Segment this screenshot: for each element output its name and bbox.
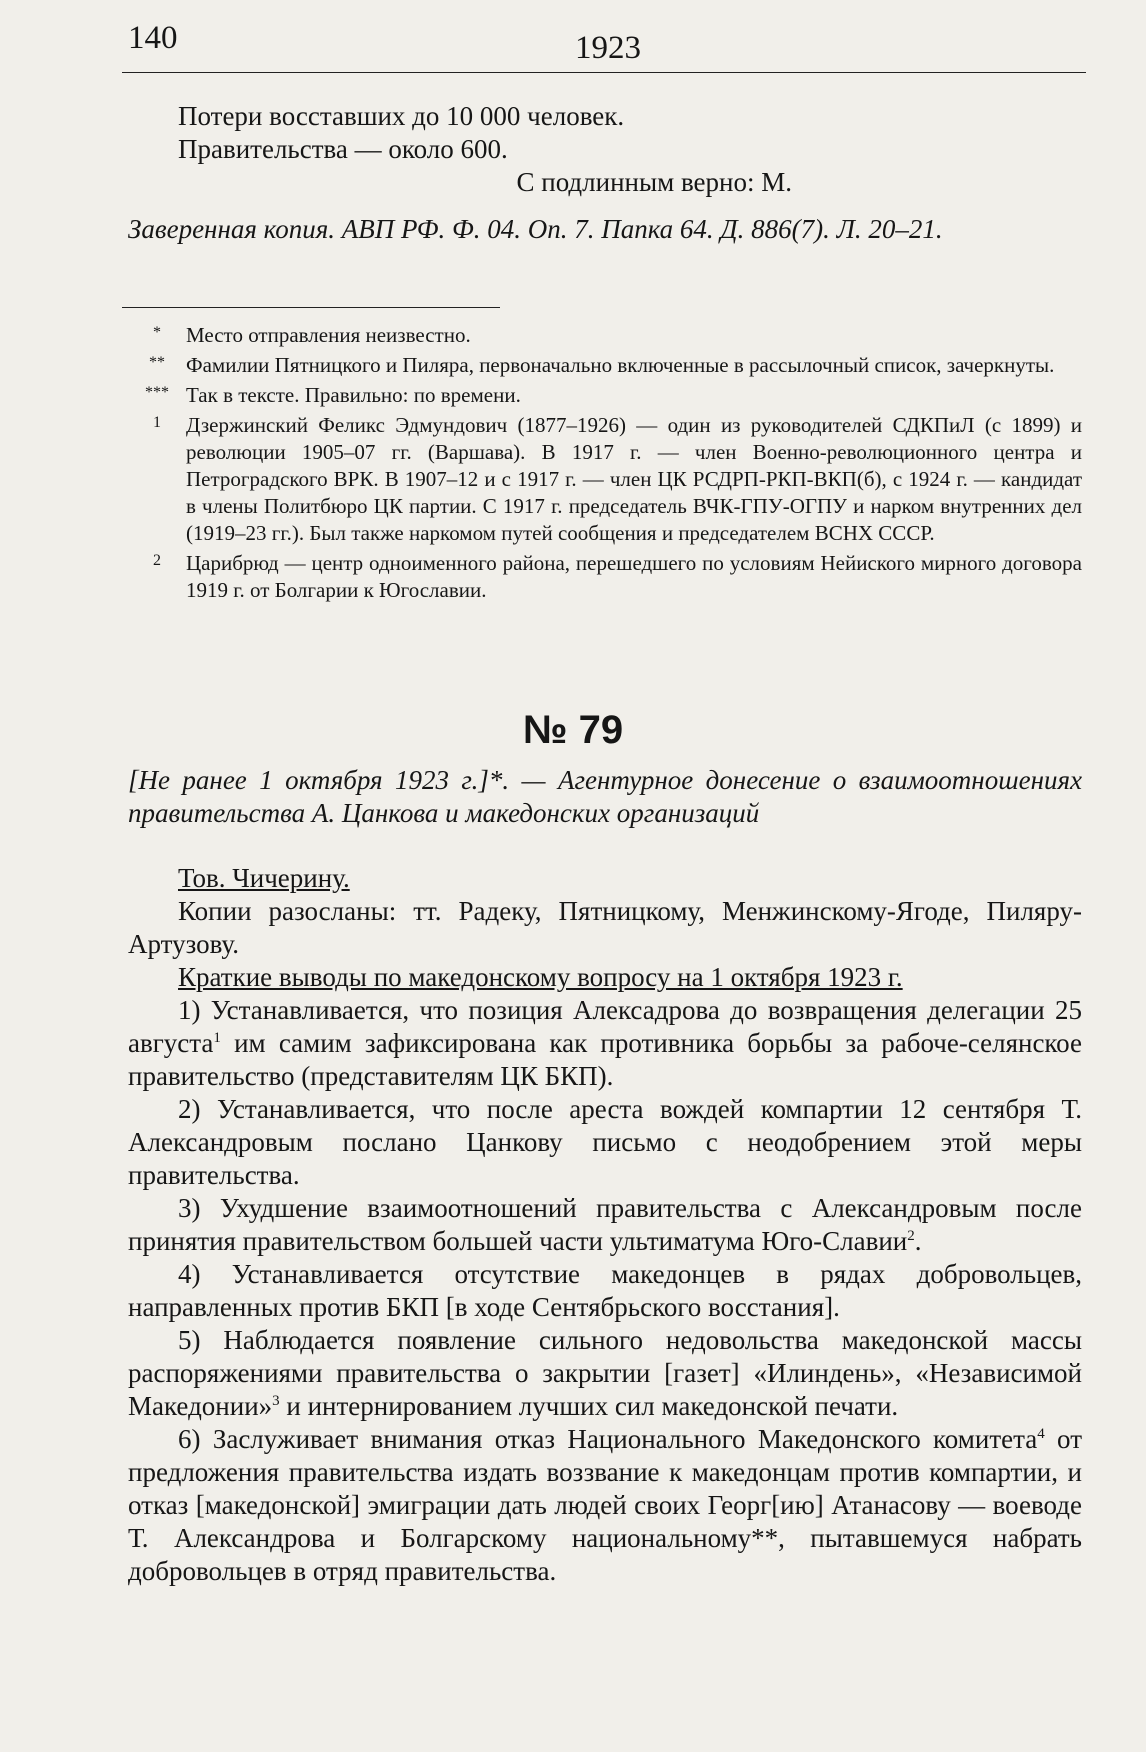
footnote-text: Место отправления неизвестно. <box>186 323 471 347</box>
copies-list: Копии разосланы: тт. Радеку, Пятницкому, Менжинскому-Ягоде, Пиляру-Артузову. <box>128 896 1082 959</box>
footnote <box>128 382 1082 409</box>
summary-point: 2) Устанавливается, что после ареста вождей компартии 12 сентября Т. Александровым послано Цанкову письмо с неодобрением этой меры правительства. <box>128 1094 1082 1190</box>
summary-point: 5) Наблюдается появление сильного недовольства македонской массы распоряжениями правительства о закрытии [газет] «Илиндень», «Независимой Македонии»$^3$ и интернированием лучших сил македонской печати. <box>128 1325 1082 1421</box>
footnote-mark: 2 <box>153 552 161 569</box>
document-number: № 79 <box>522 708 624 752</box>
summary-point: 1) Устанавливается, что позиция Алексадрова до возвращения делегации 25 августа$^1$ им самим зафиксирована как противника борьбы за рабоче-селянское правительство (представителям ЦК БКП). <box>128 995 1082 1091</box>
footnote <box>128 352 1082 379</box>
footnote <box>128 412 1082 547</box>
summary-point: 4) Устанавливается отсутствие македонцев в рядах добровольцев, направленных против БКП [в ходе Сентябрьского восстания]. <box>128 1259 1082 1322</box>
addressee: Тов. Чичерину. <box>178 863 350 893</box>
footnote-text: Так в тексте. Правильно: по времени. <box>186 383 521 407</box>
losses-rebels: Потери восставших до 10 000 человек. <box>178 101 625 131</box>
summary-point: 3) Ухудшение взаимоотношений правительства с Александровым после принятия правительством большей части ультиматума Юго-Славии$^2$. <box>128 1193 1082 1256</box>
footnote-text: Дзержинский Феликс Эдмундович (1877–1926) — один из руководителей СДКПиЛ (с 1899) и революции 1905–07 гг. (Варшава). В 1917 г. — член Военно-революционного центра и Петроградского ВРК. В 1907–12 и с 1917 г. — член ЦК РСДРП-РКП-ВКП(б), с 1924 г. — кандидат в члены Политбюро ЦК партии. С 1917 г. председатель ВЧК-ГПУ-ОГПУ и нарком внутренних дел (1919–23 гг.). Был также наркомом путей сообщения и председателем ВСНХ СССР. <box>186 413 1082 545</box>
document-body <box>128 862 1082 1588</box>
summary-title: Краткие выводы по македонскому вопросу на 1 октября 1923 г. <box>178 962 903 992</box>
top-text <box>128 100 1082 246</box>
footnote <box>128 550 1082 604</box>
document-heading: [Не ранее 1 октября 1923 г.]*. — Агентурное донесение о взаимоотношениях правительства А. Цанкова и македонских организаций <box>128 765 1082 828</box>
page-number: 140 <box>128 20 178 56</box>
footnotes <box>128 322 1082 607</box>
footnote-text: Царибрюд — центр одноименного района, перешедшего по условиям Нейиского мирного договора 1919 г. от Болгарии к Югославии. <box>186 551 1082 602</box>
footnote-mark: 1 <box>153 414 161 431</box>
running-head: 1923 <box>575 30 641 66</box>
footnote-mark: * <box>153 324 161 341</box>
signature: С подлинным верно: М. <box>516 167 792 197</box>
footnote-text: Фамилии Пятницкого и Пиляра, первоначально включенные в рассылочный список, зачеркнуты. <box>186 353 1055 377</box>
footnote-rule <box>122 307 500 308</box>
footnote-mark: ** <box>149 354 165 371</box>
header-rule <box>122 72 1086 73</box>
source-citation: Заверенная копия. АВП РФ. Ф. 04. Оп. 7. Папка 64. Д. 886(7). Л. 20–21. <box>128 214 943 244</box>
summary-point: 6) Заслуживает внимания отказ Национального Македонского комитета$^4$ от предложения правительства издать воззвание к македонцам против компартии, и отказ [македонской] эмиграции дать людей своих Георг[ию] Атанасову — воеводе Т. Александрова и Болгарскому национальному**, пытавшемуся набрать добровольцев в отряд правительства. <box>128 1424 1082 1586</box>
footnote <box>128 322 1082 349</box>
losses-government: Правительства — около 600. <box>178 134 508 164</box>
footnote-mark: *** <box>145 384 169 401</box>
